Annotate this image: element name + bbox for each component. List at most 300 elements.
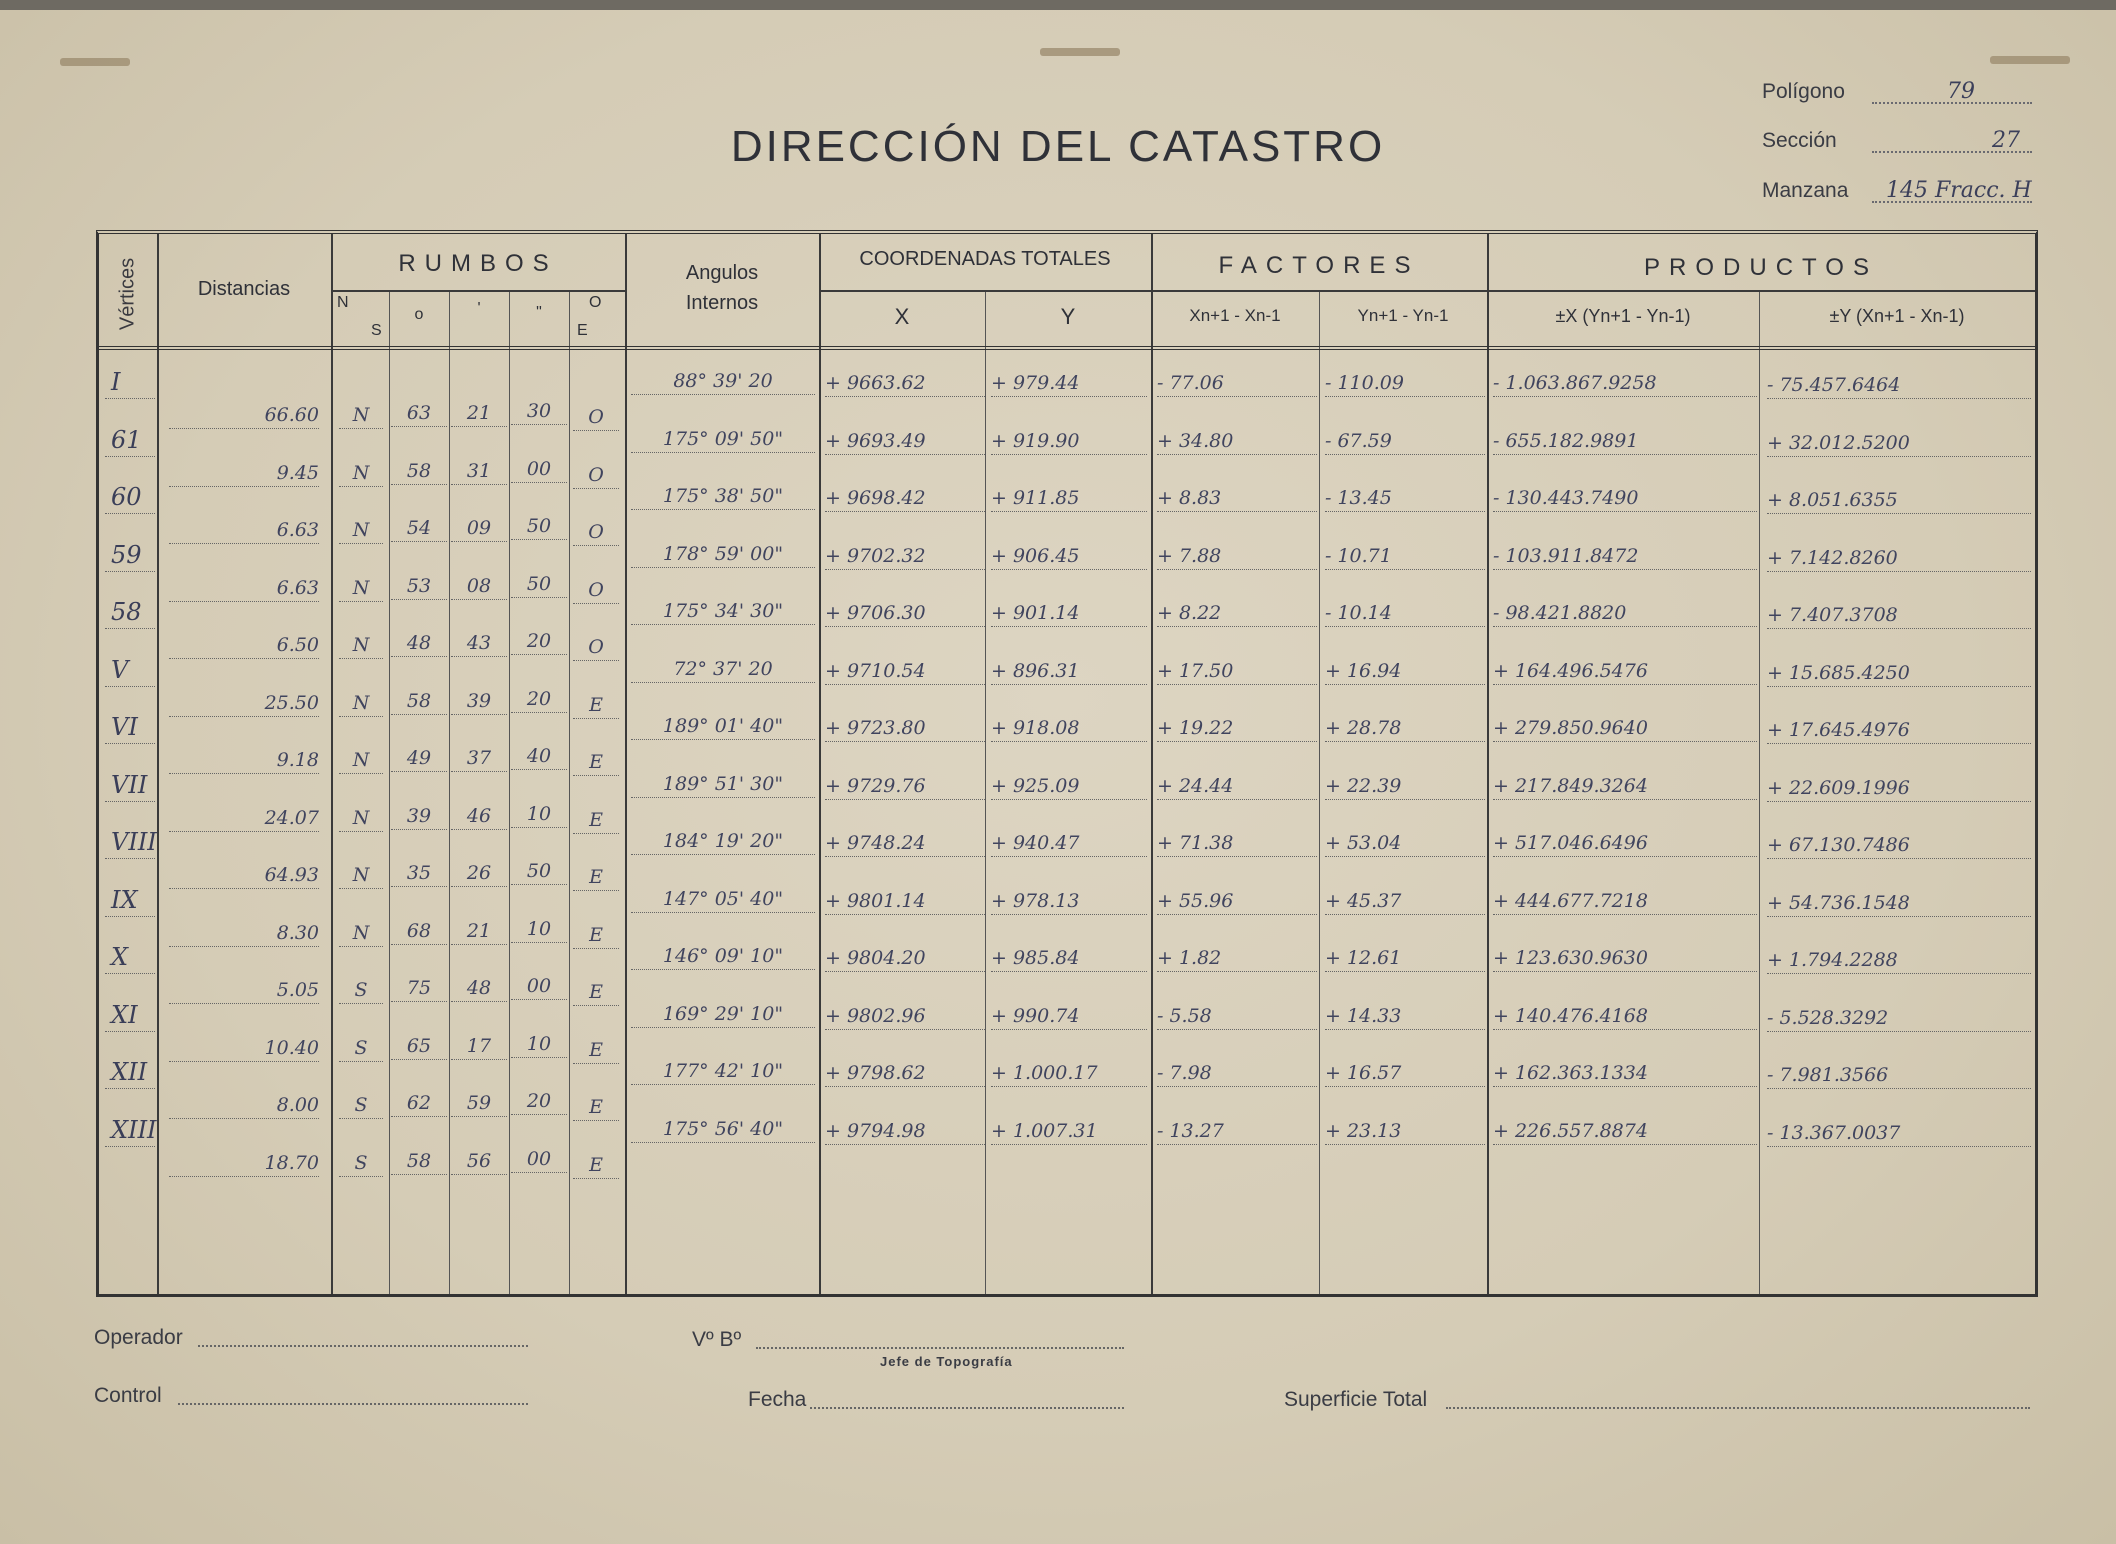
cell-x: + 9748.24 [825, 832, 926, 854]
seccion-label: Sección [1762, 129, 1837, 152]
cell-underline [511, 827, 567, 828]
cell-underline [1767, 1031, 2031, 1032]
cell-ang: 175° 56' 40" [662, 1117, 784, 1140]
cell-underline [511, 654, 567, 655]
cell-min: 21 [466, 919, 492, 942]
cell-underline [169, 428, 319, 429]
cell-fy: + 16.94 [1325, 659, 1402, 682]
superficie-total-line [1446, 1407, 2030, 1409]
cell-min: 17 [466, 1034, 492, 1057]
cell-x: + 9794.98 [825, 1119, 926, 1142]
vertex-underline [105, 1088, 155, 1089]
seccion-field [1762, 129, 2032, 153]
cell-ns: N [352, 749, 370, 771]
cell-oe: E [589, 1153, 603, 1176]
cell-px: - 98.421.8820 [1493, 602, 1627, 624]
cell-oe: O [588, 521, 604, 543]
cell-min: 46 [466, 804, 492, 827]
cell-underline [631, 739, 815, 740]
vertex-label: 60 [111, 483, 142, 511]
vobo-line [756, 1347, 1124, 1349]
cell-py: - 5.528.3292 [1767, 1006, 1889, 1029]
cell-deg: 54 [406, 517, 432, 539]
cell-fx: + 17.50 [1157, 659, 1234, 682]
cell-underline [1767, 513, 2031, 514]
paper-top-edge [0, 0, 2116, 10]
cell-underline [991, 1144, 1147, 1145]
cell-underline [631, 1027, 815, 1028]
vertex-underline [105, 456, 155, 457]
cell-ns: N [352, 519, 370, 541]
survey-table [96, 230, 2038, 1297]
col-vertices-header: Vértices [116, 257, 139, 331]
cell-underline [339, 831, 383, 832]
vertex-underline [105, 571, 155, 572]
cell-underline [1325, 741, 1485, 742]
cell-fy: - 10.14 [1325, 602, 1392, 624]
cell-underline [169, 1118, 319, 1119]
cell-underline [391, 484, 447, 485]
cell-underline [169, 1176, 319, 1177]
cell-py: + 1.794.2288 [1767, 949, 1898, 971]
cell-deg: 49 [406, 747, 432, 769]
cell-underline [1767, 686, 2031, 687]
cell-py: + 32.012.5200 [1767, 431, 1910, 454]
cell-fy: - 13.45 [1325, 487, 1392, 509]
cell-underline [573, 1005, 619, 1006]
cell-dist: 8.00 [276, 1094, 319, 1116]
cell-x: + 9729.76 [825, 774, 926, 797]
cell-py: + 8.051.6355 [1767, 489, 1898, 511]
cell-ang: 175° 38' 50" [662, 485, 784, 507]
manzana-field [1762, 179, 2032, 203]
cell-px: + 164.496.5476 [1493, 659, 1648, 682]
cell-underline [631, 452, 815, 453]
cell-underline [451, 1001, 507, 1002]
cell-min: 09 [466, 517, 492, 539]
cell-ang: 147° 05' 40" [662, 887, 784, 910]
cell-px: - 1.063.867.9258 [1493, 372, 1657, 394]
cell-min: 56 [466, 1149, 492, 1172]
cell-fx: + 19.22 [1157, 717, 1234, 739]
cell-fy: + 14.33 [1325, 1004, 1402, 1027]
cell-y: + 925.09 [991, 774, 1080, 797]
cell-underline [169, 888, 319, 889]
rumbos-e-label: E [577, 322, 588, 339]
cell-fx: - 77.06 [1157, 372, 1224, 394]
cell-min: 39 [466, 689, 492, 712]
cell-underline [573, 430, 619, 431]
cell-ang: 72° 37' 20 [673, 657, 773, 680]
cell-underline [1767, 973, 2031, 974]
cell-dist: 18.70 [264, 1151, 319, 1174]
cell-underline [511, 482, 567, 483]
col-x-header: X [894, 304, 910, 329]
cell-underline [1493, 1029, 1757, 1030]
cell-fx: + 8.83 [1157, 487, 1222, 509]
cell-underline [169, 1061, 319, 1062]
cell-underline [339, 1118, 383, 1119]
cell-underline [1493, 1144, 1757, 1145]
cell-underline [991, 684, 1147, 685]
operador-line [198, 1345, 528, 1347]
cell-underline [451, 541, 507, 542]
cell-underline [825, 856, 985, 857]
cell-underline [169, 486, 319, 487]
col-factores-header: FACTORES [1218, 252, 1420, 279]
cell-underline [511, 1057, 567, 1058]
cell-y: + 901.14 [991, 602, 1080, 624]
cell-underline [391, 771, 447, 772]
cell-fx: + 7.88 [1157, 544, 1222, 567]
cell-min: 08 [466, 574, 492, 597]
cell-underline [991, 1029, 1147, 1030]
cell-sec: 00 [526, 975, 552, 997]
cell-fx: + 1.82 [1157, 947, 1222, 969]
cell-underline [631, 509, 815, 510]
cell-underline [511, 539, 567, 540]
vertex-label: VIII [111, 828, 157, 856]
cell-underline [391, 1059, 447, 1060]
col-fx-header: Xn+1 - Xn-1 [1189, 306, 1281, 325]
cell-oe: E [589, 923, 603, 946]
cell-y: + 906.45 [991, 544, 1080, 567]
cell-px: + 226.557.8874 [1493, 1119, 1648, 1142]
cell-underline [169, 543, 319, 544]
cell-min: 26 [466, 862, 492, 884]
cell-underline [1157, 1144, 1317, 1145]
cell-underline [825, 1029, 985, 1030]
cell-x: + 9801.14 [825, 889, 926, 912]
cell-ang: 169° 29' 10" [662, 1002, 784, 1025]
cell-dist: 8.30 [276, 921, 319, 944]
cell-dist: 24.07 [264, 806, 319, 829]
cell-fy: + 53.04 [1325, 832, 1402, 854]
cell-underline [1767, 858, 2031, 859]
cell-underline [573, 545, 619, 546]
vertex-underline [105, 628, 155, 629]
cell-dist: 64.93 [264, 864, 319, 886]
vertex-underline [105, 513, 155, 514]
cell-underline [1157, 569, 1317, 570]
cell-underline [1493, 741, 1757, 742]
cell-ns: S [354, 1094, 368, 1116]
cell-oe: E [589, 866, 603, 888]
cell-ang: 189° 01' 40" [662, 715, 784, 737]
rumbos-minutes-label: ' [477, 300, 481, 317]
cell-fy: + 12.61 [1325, 947, 1402, 969]
col-distancias-header: Distancias [197, 278, 291, 300]
cell-underline [511, 597, 567, 598]
cell-y: + 940.47 [991, 832, 1080, 854]
cell-underline [1325, 569, 1485, 570]
cell-underline [1157, 914, 1317, 915]
cell-py: + 7.142.8260 [1767, 546, 1898, 569]
cell-deg: 58 [406, 459, 432, 482]
cell-ang: 189° 51' 30" [662, 772, 784, 795]
cell-underline [511, 942, 567, 943]
superficie-total-label: Superficie Total [1284, 1388, 1428, 1411]
manzana-label: Manzana [1762, 179, 1849, 202]
staple-mark-right [1990, 56, 2070, 64]
cell-underline [631, 567, 815, 568]
cell-fy: + 22.39 [1325, 774, 1402, 797]
cell-sec: 20 [526, 687, 552, 710]
cell-dist: 9.18 [276, 749, 319, 771]
vertex-underline [105, 1031, 155, 1032]
cell-underline [573, 488, 619, 489]
cell-fx: - 7.98 [1157, 1062, 1212, 1084]
cell-sec: 10 [526, 802, 552, 825]
cell-underline [1493, 684, 1757, 685]
cell-ns: N [352, 576, 370, 599]
cell-underline [1493, 856, 1757, 857]
vertex-label: XIII [111, 1115, 157, 1144]
cell-oe: E [589, 981, 603, 1003]
cell-underline [825, 1086, 985, 1087]
cell-underline [451, 1174, 507, 1175]
col-productos-header: PRODUCTOS [1644, 254, 1878, 281]
cell-px: + 140.476.4168 [1493, 1004, 1648, 1027]
cell-py: + 22.609.1996 [1767, 776, 1910, 799]
cell-underline [1493, 626, 1757, 627]
cell-y: + 919.90 [991, 429, 1080, 452]
cell-py: + 15.685.4250 [1767, 661, 1910, 684]
cell-px: + 444.677.7218 [1493, 889, 1648, 912]
cell-underline [573, 718, 619, 719]
cell-px: + 217.849.3264 [1493, 774, 1648, 797]
cell-fx: + 55.96 [1157, 889, 1234, 912]
cell-fx: + 71.38 [1157, 832, 1234, 854]
cell-underline [1157, 454, 1317, 455]
cell-underline [991, 741, 1147, 742]
cell-underline [339, 486, 383, 487]
vertex-label: 59 [111, 540, 142, 569]
cell-fy: - 67.59 [1325, 429, 1392, 452]
cell-fx: - 13.27 [1157, 1119, 1224, 1142]
cell-underline [1325, 1029, 1485, 1030]
cell-oe: E [589, 808, 603, 831]
cell-fy: - 110.09 [1325, 372, 1404, 394]
cell-underline [991, 569, 1147, 570]
cell-underline [631, 1084, 815, 1085]
cell-deg: 63 [406, 402, 432, 424]
cell-y: + 896.31 [991, 659, 1080, 682]
operador-label: Operador [94, 1326, 183, 1349]
cell-ns: N [352, 634, 370, 656]
col-px-header: ±X (Yn+1 - Yn-1) [1555, 306, 1691, 326]
cell-y: + 978.13 [991, 889, 1080, 912]
cell-underline [573, 948, 619, 949]
cell-underline [339, 1003, 383, 1004]
col-rumbos-header: RUMBOS [398, 250, 558, 277]
cell-px: + 162.363.1334 [1493, 1062, 1648, 1084]
cell-underline [1325, 511, 1485, 512]
cell-underline [631, 797, 815, 798]
cell-underline [511, 424, 567, 425]
cell-min: 31 [466, 459, 492, 482]
cell-y: + 911.85 [991, 487, 1080, 509]
cell-underline [1157, 971, 1317, 972]
cell-ang: 175° 34' 30" [662, 600, 784, 622]
cell-fx: + 24.44 [1157, 774, 1234, 797]
cell-x: + 9802.96 [825, 1004, 926, 1027]
cell-fx: - 5.58 [1157, 1004, 1212, 1027]
cell-underline [991, 971, 1147, 972]
cell-deg: 62 [406, 1092, 432, 1114]
cell-underline [1493, 1086, 1757, 1087]
cell-underline [391, 426, 447, 427]
cell-underline [1493, 799, 1757, 800]
cell-y: + 1.007.31 [991, 1119, 1098, 1142]
vertex-underline [105, 973, 155, 974]
cell-ns: N [352, 461, 370, 484]
cell-underline [169, 773, 319, 774]
cell-oe: O [588, 636, 604, 658]
cell-underline [511, 769, 567, 770]
cell-py: - 13.367.0037 [1767, 1121, 1901, 1144]
cell-px: + 517.046.6496 [1493, 832, 1648, 854]
cell-underline [1325, 1086, 1485, 1087]
vobo-label: Vº Bº [692, 1328, 742, 1351]
cell-underline [1157, 511, 1317, 512]
cell-ang: 175° 09' 50" [662, 427, 784, 450]
cell-underline [573, 660, 619, 661]
cell-sec: 50 [526, 515, 552, 537]
cell-underline [451, 484, 507, 485]
cell-underline [339, 1061, 383, 1062]
cell-underline [391, 1001, 447, 1002]
cell-underline [1767, 571, 2031, 572]
cell-dist: 66.60 [264, 404, 319, 426]
vertex-label: I [111, 368, 121, 396]
cell-fy: + 16.57 [1325, 1062, 1402, 1084]
cell-underline [825, 799, 985, 800]
col-fy-header: Yn+1 - Yn-1 [1357, 306, 1449, 325]
cell-underline [511, 884, 567, 885]
staple-mark-center [1040, 48, 1120, 56]
cell-underline [1493, 454, 1757, 455]
cell-sec: 10 [526, 917, 552, 940]
cell-ns: N [352, 691, 370, 714]
cell-underline [391, 599, 447, 600]
cell-underline [631, 394, 815, 395]
cell-underline [631, 912, 815, 913]
cell-underline [1493, 971, 1757, 972]
cell-min: 48 [466, 977, 492, 999]
cell-underline [991, 626, 1147, 627]
cell-underline [991, 856, 1147, 857]
cell-ns: N [352, 921, 370, 944]
cell-underline [1325, 684, 1485, 685]
cell-y: + 1.000.17 [991, 1062, 1098, 1084]
jefe-topografia-label: Jefe de Topografía [880, 1354, 1013, 1369]
poligono-field [1762, 80, 2032, 104]
cell-underline [1325, 799, 1485, 800]
cell-underline [573, 890, 619, 891]
cell-underline [991, 914, 1147, 915]
cell-underline [451, 829, 507, 830]
cell-underline [1325, 914, 1485, 915]
cell-underline [451, 599, 507, 600]
cell-ang: 184° 19' 20" [662, 830, 784, 852]
fecha-line [810, 1407, 1124, 1409]
rumbos-s-label: S [371, 322, 382, 339]
cell-ns: S [354, 1036, 368, 1059]
cell-underline [1325, 1144, 1485, 1145]
poligono-value: 79 [1872, 80, 2032, 104]
cell-underline [1767, 1088, 2031, 1089]
cell-sec: 20 [526, 1090, 552, 1112]
cell-oe: E [589, 1096, 603, 1118]
rumbos-degrees-label: o [414, 306, 424, 323]
vertex-label: VI [111, 713, 138, 741]
col-internos-header: Internos [685, 292, 759, 314]
cell-sec: 10 [526, 1032, 552, 1055]
cell-ns: S [354, 979, 368, 1001]
vertex-underline [105, 743, 155, 744]
cell-ang: 178° 59' 00" [662, 542, 784, 565]
cell-underline [1767, 398, 2031, 399]
cell-oe: O [588, 463, 604, 486]
cell-underline [169, 716, 319, 717]
cell-underline [451, 771, 507, 772]
cell-underline [339, 428, 383, 429]
cell-x: + 9710.54 [825, 659, 926, 682]
cell-underline [573, 603, 619, 604]
cell-underline [391, 944, 447, 945]
cell-underline [339, 658, 383, 659]
cell-underline [391, 829, 447, 830]
vertex-label: VII [111, 770, 148, 799]
cell-underline [825, 1144, 985, 1145]
cell-underline [631, 969, 815, 970]
cell-underline [825, 396, 985, 397]
fecha-label: Fecha [748, 1388, 807, 1411]
vertex-label: 58 [111, 598, 142, 626]
cell-deg: 68 [406, 919, 432, 942]
cell-underline [511, 1114, 567, 1115]
rumbos-o-label: O [589, 294, 602, 311]
cell-py: - 75.457.6464 [1767, 374, 1901, 396]
cell-py: - 7.981.3566 [1767, 1064, 1889, 1086]
cell-oe: O [588, 578, 604, 601]
cell-ang: 88° 39' 20 [673, 370, 773, 392]
cell-dist: 6.50 [276, 634, 319, 656]
cell-underline [339, 601, 383, 602]
vertex-underline [105, 916, 155, 917]
cell-ns: N [352, 404, 370, 426]
cell-underline [451, 1059, 507, 1060]
vertex-underline [105, 1146, 155, 1147]
cell-sec: 50 [526, 572, 552, 595]
staple-mark-left [60, 58, 130, 66]
cell-underline [1767, 801, 2031, 802]
cell-underline [1493, 914, 1757, 915]
cell-underline [631, 854, 815, 855]
col-y-header: Y [1060, 304, 1076, 329]
cell-underline [1157, 626, 1317, 627]
col-py-header: ±Y (Xn+1 - Xn-1) [1829, 306, 1965, 326]
cell-px: - 130.443.7490 [1493, 487, 1639, 509]
cell-x: + 9804.20 [825, 947, 926, 969]
cell-oe: E [589, 693, 603, 716]
cell-underline [1157, 684, 1317, 685]
cell-underline [451, 714, 507, 715]
cell-underline [1767, 456, 2031, 457]
cell-underline [825, 454, 985, 455]
cell-underline [169, 946, 319, 947]
